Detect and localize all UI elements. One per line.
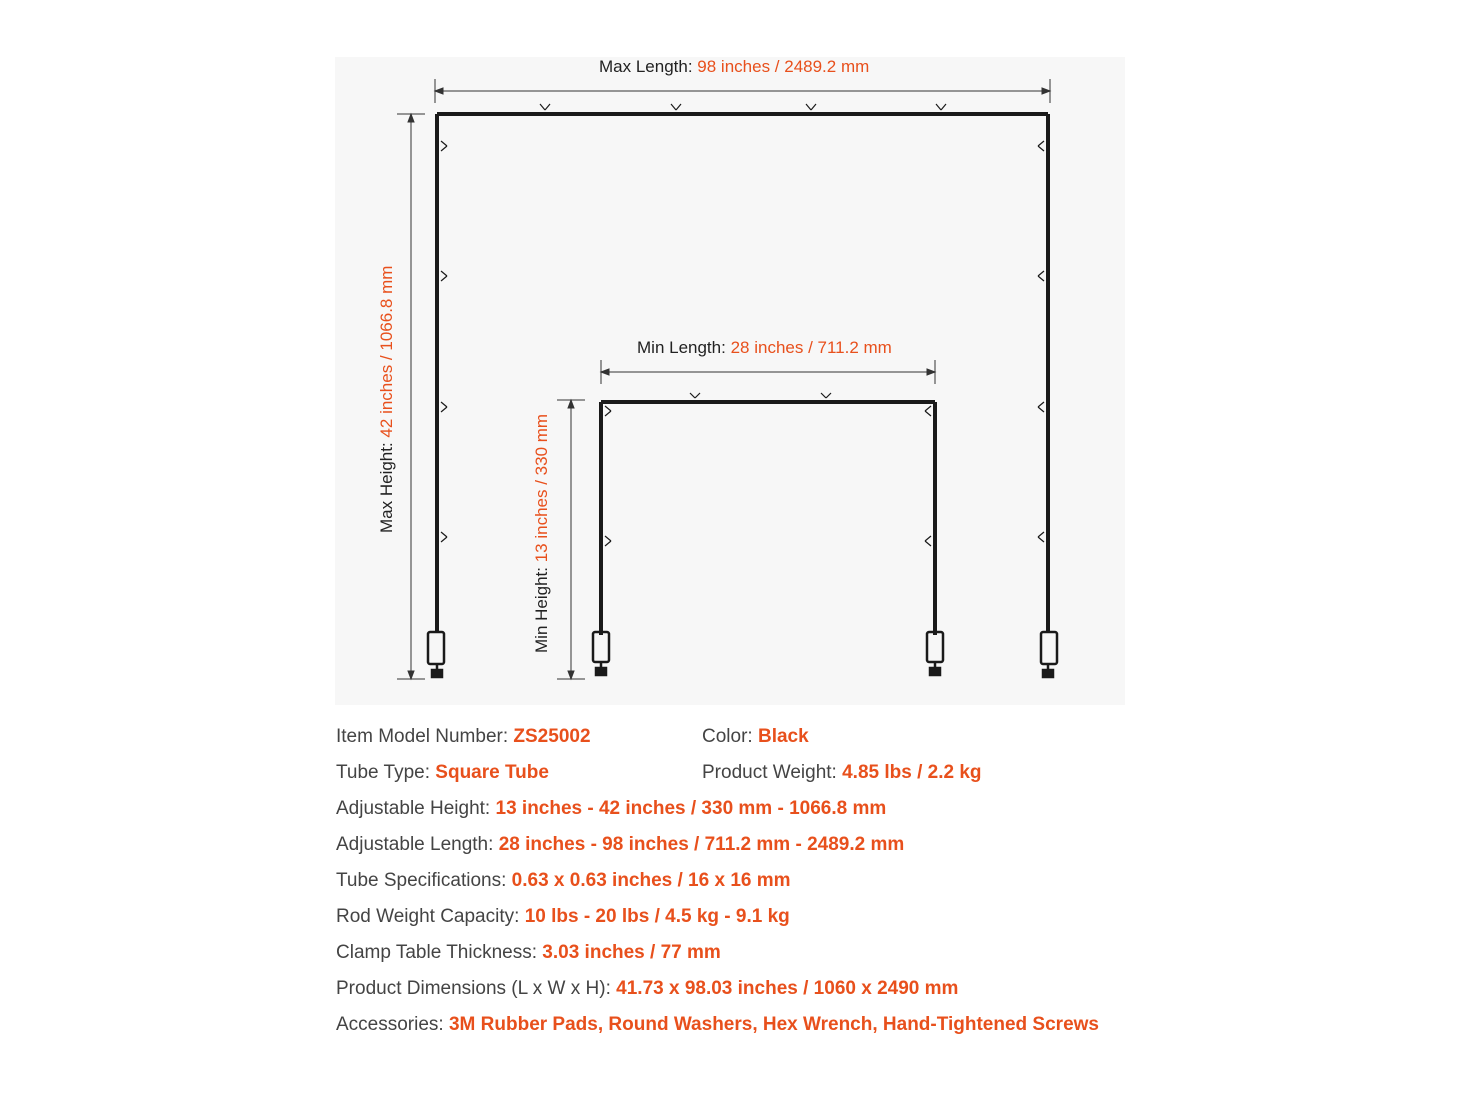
- spec-color: Color: Black: [702, 726, 809, 747]
- spec-weight: Product Weight: 4.85 lbs / 2.2 kg: [702, 762, 982, 783]
- diagram-panel: [335, 57, 1125, 705]
- large-frame-clamps: [428, 632, 1057, 677]
- spec-model: Item Model Number: ZS25002: [336, 726, 591, 747]
- max-height-label: [377, 266, 397, 533]
- min-length-dimension: [601, 360, 935, 384]
- spec-rod-capacity: Rod Weight Capacity: 10 lbs - 20 lbs / 4.5 kg - 9.1 kg: [336, 906, 790, 927]
- max-length-dimension: [435, 79, 1050, 103]
- spec-tube-specifications: Tube Specifications: 0.63 x 0.63 inches / 16 x 16 mm: [336, 870, 791, 891]
- min-height-dimension: [557, 400, 585, 679]
- min-length-key: Min Length:: [637, 338, 726, 357]
- spec-accessories: Accessories: 3M Rubber Pads, Round Washers, Hex Wrench, Hand-Tightened Screws: [336, 1014, 1099, 1035]
- spec-tube-type: Tube Type: Square Tube: [336, 762, 549, 783]
- spec-clamp-thickness: Clamp Table Thickness: 3.03 inches / 77 mm: [336, 942, 721, 963]
- min-height-label: [532, 414, 552, 653]
- small-frame-joints: [605, 393, 931, 546]
- spec-adjustable-height: Adjustable Height: 13 inches - 42 inches / 330 mm - 1066.8 mm: [336, 798, 887, 819]
- min-height-key: Min Height:: [532, 567, 551, 653]
- max-height-key: Max Height:: [377, 442, 396, 533]
- max-length-key: Max Length:: [599, 57, 693, 76]
- max-length-value: 98 inches / 2489.2 mm: [697, 57, 870, 76]
- spec-dimensions: Product Dimensions (L x W x H): 41.73 x 98.03 inches / 1060 x 2490 mm: [336, 978, 959, 999]
- large-frame: [437, 114, 1048, 632]
- min-length-label: [637, 338, 892, 358]
- min-height-value: 13 inches / 330 mm: [532, 413, 551, 563]
- min-length-value: 28 inches / 711.2 mm: [730, 338, 892, 357]
- small-frame: [601, 402, 935, 635]
- frame-diagram: [335, 57, 1125, 705]
- spec-adjustable-length: Adjustable Length: 28 inches - 98 inches / 711.2 mm - 2489.2 mm: [336, 834, 905, 855]
- small-frame-clamps: [593, 632, 943, 675]
- max-length-label: [599, 57, 869, 77]
- max-height-dimension: [397, 114, 425, 679]
- max-height-value: 42 inches / 1066.8 mm: [377, 265, 396, 438]
